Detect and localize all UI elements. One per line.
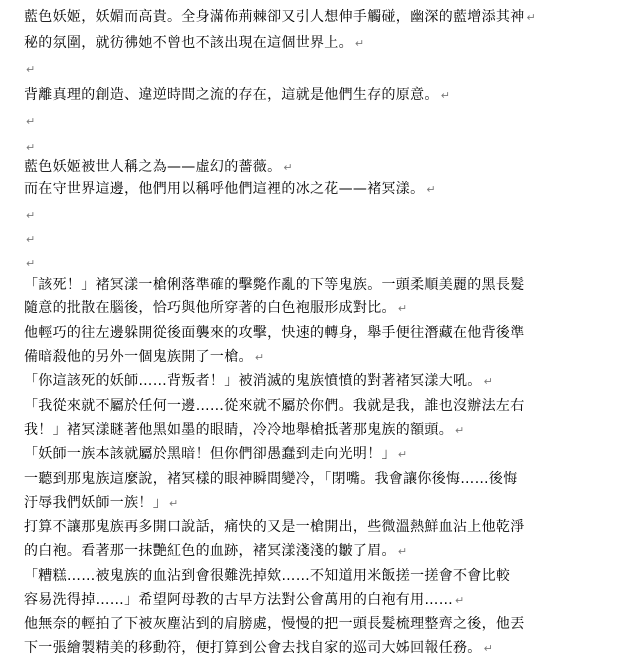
text-line: 背離真理的創造、違逆時間之流的存在，這就是他們生存的原意。 ↵ (24, 87, 451, 103)
paragraph-mark-icon: ↵ (455, 594, 465, 607)
paragraph-mark-icon: ↵ (26, 257, 36, 270)
paragraph-mark-icon: ↵ (440, 89, 451, 102)
empty-line (24, 203, 36, 227)
paragraph-mark-icon: ↵ (169, 497, 179, 510)
paragraph-mark-icon: ↵ (426, 183, 436, 196)
text-line: 隨意的批散在腦後，恰巧與他所穿著的白色袍服形成對比。 ↵ (24, 300, 408, 316)
paragraph-mark-icon: ↵ (526, 11, 537, 24)
text-line: 容易洗得掉……」希望阿母教的古早方法對公會萬用的白袍有用…… ↵ (24, 592, 465, 608)
paragraph-mark-icon: ↵ (397, 302, 408, 315)
paragraph-mark-icon: ↵ (354, 37, 365, 50)
text-line: 而在守世界這邊，他們用以稱呼他們這裡的冰之花——褚冥漾。 ↵ (24, 181, 436, 197)
paragraph-mark-icon: ↵ (483, 642, 494, 655)
text-line: 藍色妖姬，妖媚而高貴。全身滿佈荊棘卻又引人想伸手觸碰，幽深的藍增添其神 ↵ (24, 9, 537, 25)
paragraph-mark-icon: ↵ (26, 233, 36, 246)
paragraph-mark-icon: ↵ (283, 161, 293, 174)
empty-line (24, 251, 36, 275)
empty-line (24, 57, 36, 81)
text-line: 他輕巧的往左邊躲開從後面襲來的攻擊，快速的轉身，舉手便往潛藏在他背後準 (24, 325, 525, 341)
text-line: 「你這該死的妖師……背叛者！」被消滅的鬼族憤憤的對著褚冥漾大吼。 ↵ (24, 373, 494, 389)
paragraph-mark-icon: ↵ (26, 209, 36, 222)
paragraph-mark-icon: ↵ (455, 424, 465, 437)
text-line: 他無奈的輕拍了下被灰塵沾到的肩膀處，慢慢的把一頭長髮梳理整齊之後，他丟 (24, 616, 525, 632)
text-line: 我！」褚冥漾瞇著他黑如墨的眼睛，冷冷地舉槍抵著那鬼族的額頭。 ↵ (24, 422, 465, 438)
text-line: 的白袍。看著那一抹艷紅色的血跡，褚冥漾淺淺的皺了眉。 ↵ (24, 543, 408, 559)
paragraph-mark-icon: ↵ (397, 448, 408, 461)
text-line: 打算不讓那鬼族再多開口說話，痛快的又是一槍開出，些微溫熱鮮血沾上他乾淨 (24, 519, 525, 535)
text-line: 下一張繪製精美的移動符，便打算到公會去找自家的巡司大姊回報任務。 ↵ (24, 640, 494, 656)
text-line: 藍色妖姬被世人稱之為——虛幻的薔薇。 ↵ (24, 159, 293, 175)
paragraph-mark-icon: ↵ (26, 141, 36, 154)
paragraph-mark-icon: ↵ (483, 375, 494, 388)
text-line: 汙辱我們妖師一族！」 ↵ (24, 495, 179, 511)
paragraph-mark-icon: ↵ (397, 545, 408, 558)
paragraph-mark-icon: ↵ (26, 63, 36, 76)
empty-line (24, 227, 36, 251)
text-line: 備暗殺他的另外一個鬼族開了一槍。 ↵ (24, 349, 265, 365)
paragraph-mark-icon: ↵ (26, 115, 36, 128)
text-line: 秘的氛圍，就彷彿她不曾也不該出現在這個世界上。 ↵ (24, 35, 365, 51)
text-line: 一聽到那鬼族這麼說，褚冥樣的眼神瞬間變冷，「閉嘴。我會讓你後悔……後悔 (24, 471, 518, 487)
text-line: 「我從來就不屬於任何一邊……從來就不屬於你們。我就是我，誰也沒辦法左右 (24, 398, 525, 414)
text-line: 「妖師一族本該就屬於黑暗！但你們卻愚蠢到走向光明！」 ↵ (24, 446, 408, 462)
text-line: 「糟糕……被鬼族的血沾到會很難洗掉欸……不知道用米飯搓一搓會不會比較 (24, 568, 511, 584)
text-line: 「該死！」褚冥漾一槍俐落準確的擊斃作亂的下等鬼族。一頭柔順美麗的黑長髮 (24, 277, 525, 293)
empty-line (24, 109, 36, 133)
paragraph-mark-icon: ↵ (254, 351, 265, 364)
